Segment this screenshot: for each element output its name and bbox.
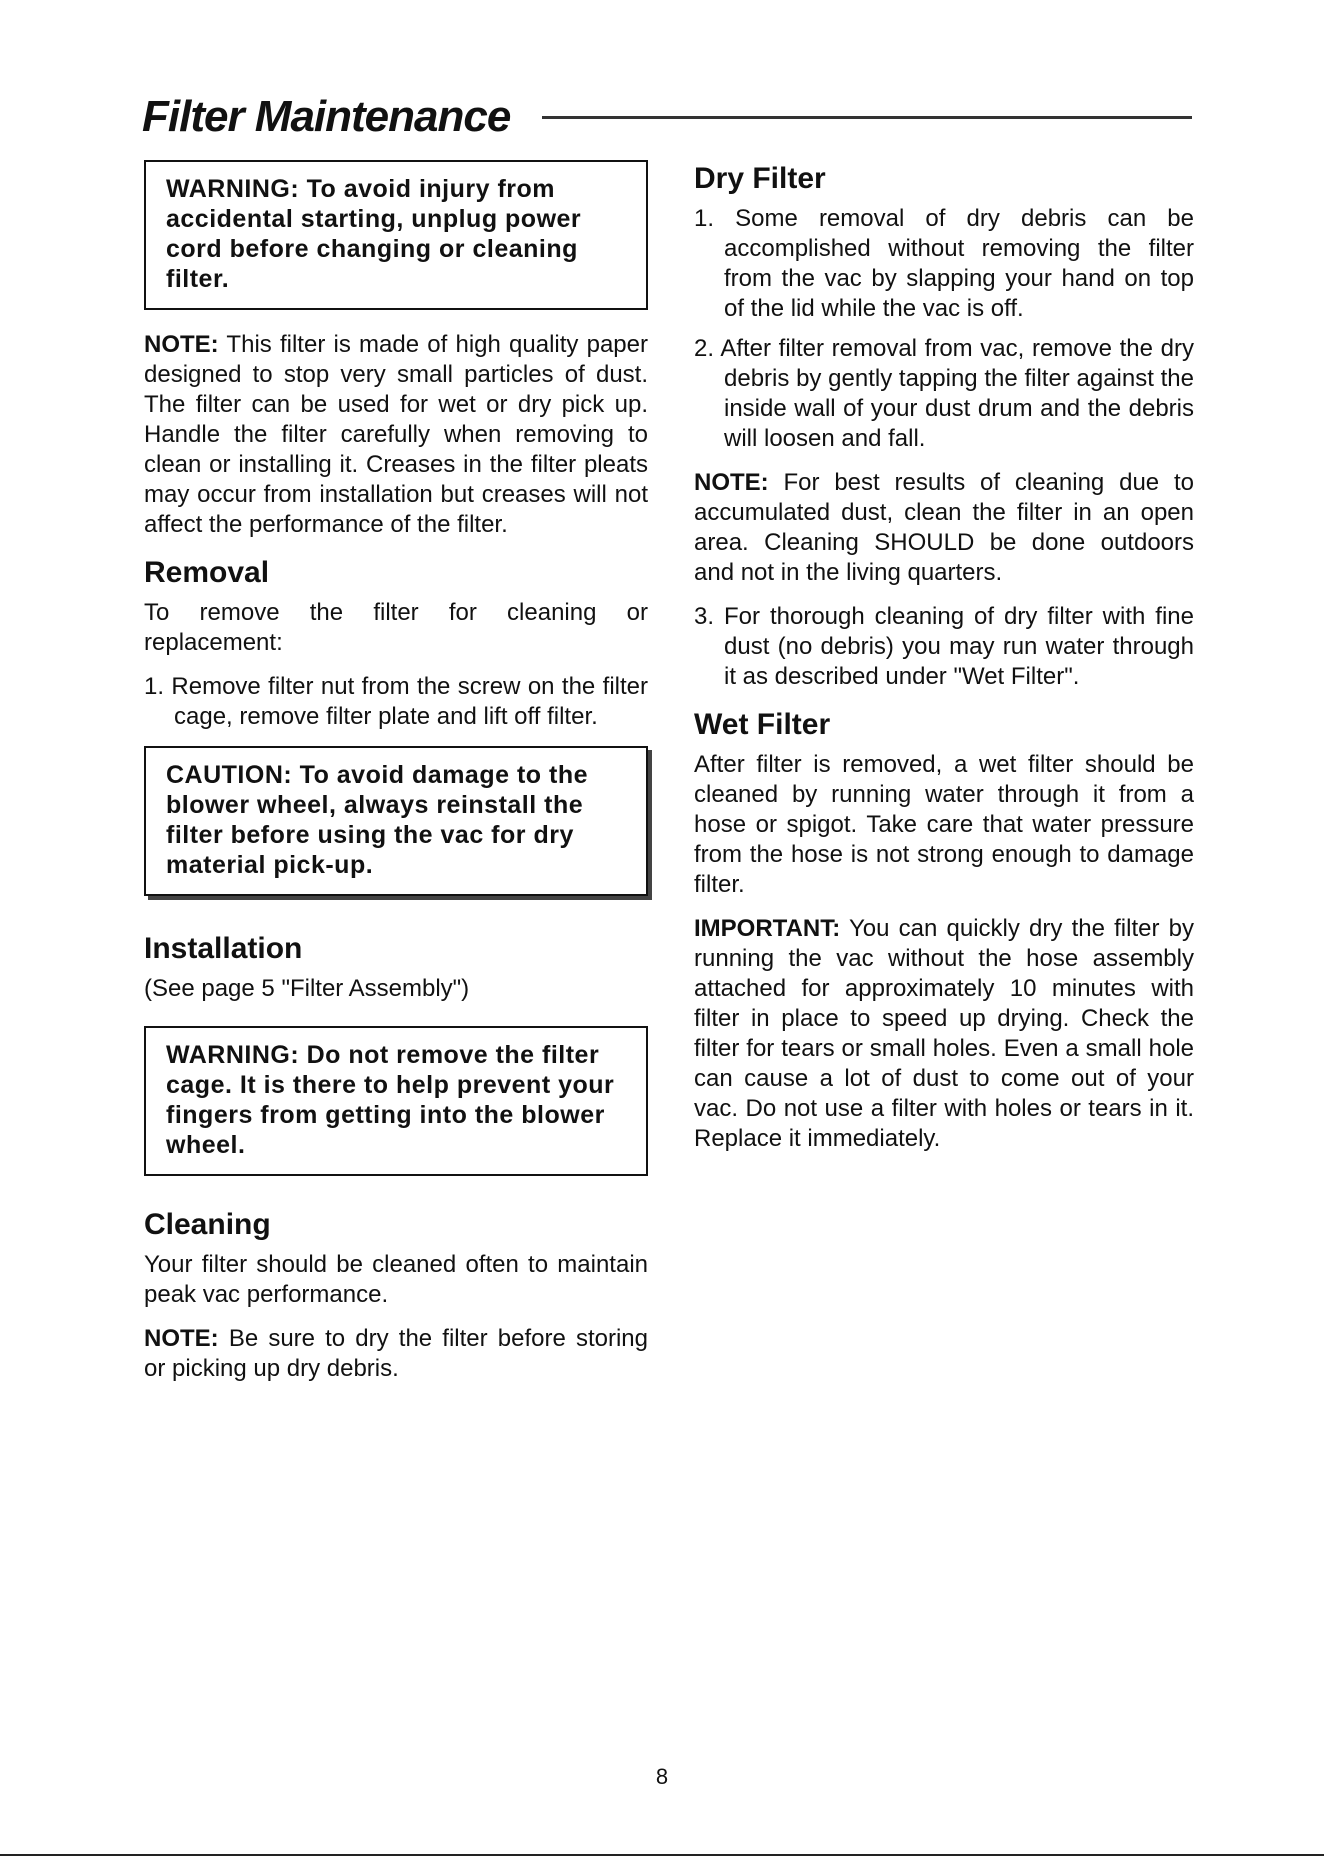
wet-filter-heading: Wet Filter (694, 708, 831, 741)
dry-filter-steps (694, 204, 1194, 454)
left-column (144, 160, 648, 1398)
note-label: NOTE: (694, 469, 769, 496)
cleaning-heading: Cleaning (144, 1208, 271, 1241)
caution-box: CAUTION: To avoid damage to the blower wheel, always reinstall the filter before using the vac for dry material pick-up. (144, 746, 648, 896)
removal-step: 1. Remove filter nut from the screw on the filter cage, remove filter plate and lift off filter. (144, 673, 648, 730)
dry-filter-step: 2. After filter removal from vac, remove the dry debris by gently tapping the filter against the inside wall of your dust drum and the debris will loosen and fall. (694, 335, 1194, 452)
note-text: This filter is made of high quality paper designed to stop very small particles of dust. The filter can be used for wet or dry pick up. Handle the filter carefully when removing to clean or installing it. Creases in the filter pleats may occur from installation but creases will not affect the performance of the filter. (144, 331, 648, 538)
right-column (694, 160, 1194, 1168)
important-note (694, 914, 1194, 1154)
dry-filter-note (694, 468, 1194, 588)
removal-steps (144, 672, 648, 732)
page-number: 8 (655, 1764, 669, 1789)
note-label: NOTE: (144, 1325, 219, 1352)
note-text: For best results of cleaning due to accumulated dust, clean the filter in an open area. Cleaning SHOULD be done outdoors and not in the living quarters. (694, 469, 1194, 586)
page-header (142, 92, 1192, 142)
installation-reference: (See page 5 "Filter Assembly") (144, 975, 470, 1002)
note-text: Be sure to dry the filter before storing or picking up dry debris. (144, 1325, 648, 1382)
title-rule (542, 116, 1192, 119)
wet-filter-text: After filter is removed, a wet filter should be cleaned by running water through it from a hose or spigot. Take care that water pressure from the hose is not strong enough to damage filter. (694, 751, 1194, 898)
dry-filter-steps-cont (694, 602, 1194, 692)
note-label: NOTE: (144, 331, 219, 358)
removal-heading: Removal (144, 556, 270, 589)
installation-heading: Installation (144, 932, 303, 965)
filter-note (144, 330, 648, 540)
important-text: You can quickly dry the filter by running the vac without the hose assembly attached for approximately 10 minutes with filter in place to speed up drying. Check the filter for tears or small holes. Even a small hole can cause a lot of dust to come out of your vac. Do not use a filter with holes or tears in it. Replace it immediately. (694, 915, 1194, 1152)
cleaning-note (144, 1324, 648, 1384)
dry-filter-heading: Dry Filter (694, 162, 826, 195)
removal-intro: To remove the filter for cleaning or replacement: (144, 599, 648, 656)
dry-filter-step: 3. For thorough cleaning of dry filter with fine dust (no debris) you may run water through it as described under "Wet Filter". (694, 603, 1194, 690)
important-label: IMPORTANT: (694, 915, 841, 942)
warning-box-filter-cage: WARNING: Do not remove the filter cage. It is there to help prevent your fingers from getting into the blower wheel. (144, 1026, 648, 1176)
cleaning-text: Your filter should be cleaned often to maintain peak vac performance. (144, 1251, 648, 1308)
bottom-rule (0, 1854, 1324, 1856)
page-title: Filter Maintenance (142, 92, 524, 142)
warning-box-unplug: WARNING: To avoid injury from accidental starting, unplug power cord before changing or cleaning filter. (144, 160, 648, 310)
dry-filter-step: 1. Some removal of dry debris can be accomplished without removing the filter from the vac by slapping your hand on top of the lid while the vac is off. (694, 205, 1194, 322)
